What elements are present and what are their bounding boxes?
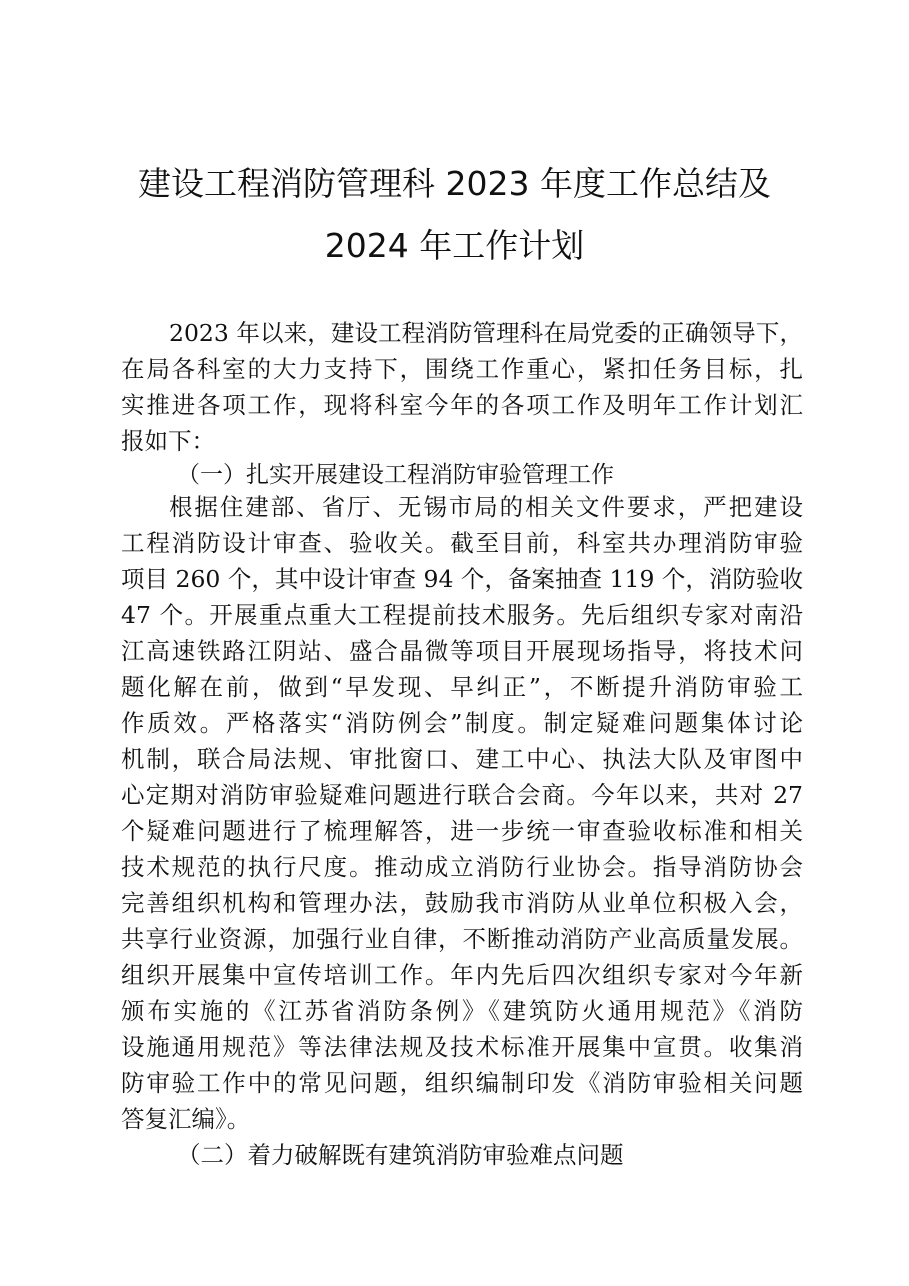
- section-1-line: 设施通用规范》等法律法规及技术标准开展集中宣贯。收集消: [121, 1033, 803, 1061]
- section-1-line: 答复汇编》。: [121, 1105, 251, 1133]
- section-1-line: 组织开展集中宣传培训工作。年内先后四次组织专家对今年新: [121, 961, 803, 989]
- section-1-line: 颁布实施的《江苏省消防条例》《建筑防火通用规范》《消防: [121, 997, 803, 1025]
- section-1-line: 共享行业资源，加强行业自律，不断推动消防产业高质量发展。: [121, 925, 803, 953]
- section-1-line: 完善组织机构和管理办法，鼓励我市消防从业单位积极入会，: [121, 889, 803, 917]
- section-1-line: 47 个。开展重点重大工程提前技术服务。先后组织专家对南沿: [121, 601, 803, 629]
- section-1-heading: （一）扎实开展建设工程消防审验管理工作: [177, 462, 614, 488]
- document-body: [121, 316, 811, 1133]
- intro-line: 2023 年以来，建设工程消防管理科在局党委的正确领导下，: [169, 319, 803, 347]
- intro-line: 在局各科室的大力支持下，围绕工作重心，紧扣任务目标，扎: [121, 355, 803, 383]
- section-1-line: 技术规范的执行尺度。推动成立消防行业协会。指导消防协会: [121, 853, 803, 881]
- document-title-line-2: 2024 年工作计划: [324, 226, 585, 265]
- intro-line: 报如下：: [121, 427, 215, 455]
- section-1-line: 根据住建部、省厅、无锡市局的相关文件要求，严把建设: [169, 493, 803, 521]
- section-1-line: 心定期对消防审验疑难问题进行联合会商。今年以来，共对 27: [121, 781, 803, 809]
- section-1-line: 防审验工作中的常见问题，组织编制印发《消防审验相关问题: [121, 1069, 803, 1097]
- section-2-heading: （二）着力破解既有建筑消防审验难点问题: [177, 1141, 624, 1169]
- document-title-line-1: 建设工程消防管理科 2023 年度工作总结及: [138, 164, 771, 203]
- section-1-line: 机制，联合局法规、审批窗口、建工中心、执法大队及审图中: [121, 745, 803, 773]
- section-1-line: 江高速铁路江阴站、盛合晶微等项目开展现场指导，将技术问: [121, 637, 803, 665]
- section-1-line: 作质效。严格落实“消防例会”制度。制定疑难问题集体讨论: [121, 709, 803, 737]
- section-2: [121, 1138, 811, 1178]
- intro-line: 实推进各项工作，现将科室今年的各项工作及明年工作计划汇: [121, 391, 803, 419]
- section-1-line: 项目 260 个，其中设计审查 94 个，备案抽查 119 个，消防验收: [121, 565, 803, 593]
- section-1-line: 题化解在前，做到“早发现、早纠正”，不断提升消防审验工: [121, 673, 803, 701]
- section-1-line: 工程消防设计审查、验收关。截至目前，科室共办理消防审验: [121, 529, 803, 557]
- section-1-line: 个疑难问题进行了梳理解答，进一步统一审查验收标准和相关: [121, 817, 803, 845]
